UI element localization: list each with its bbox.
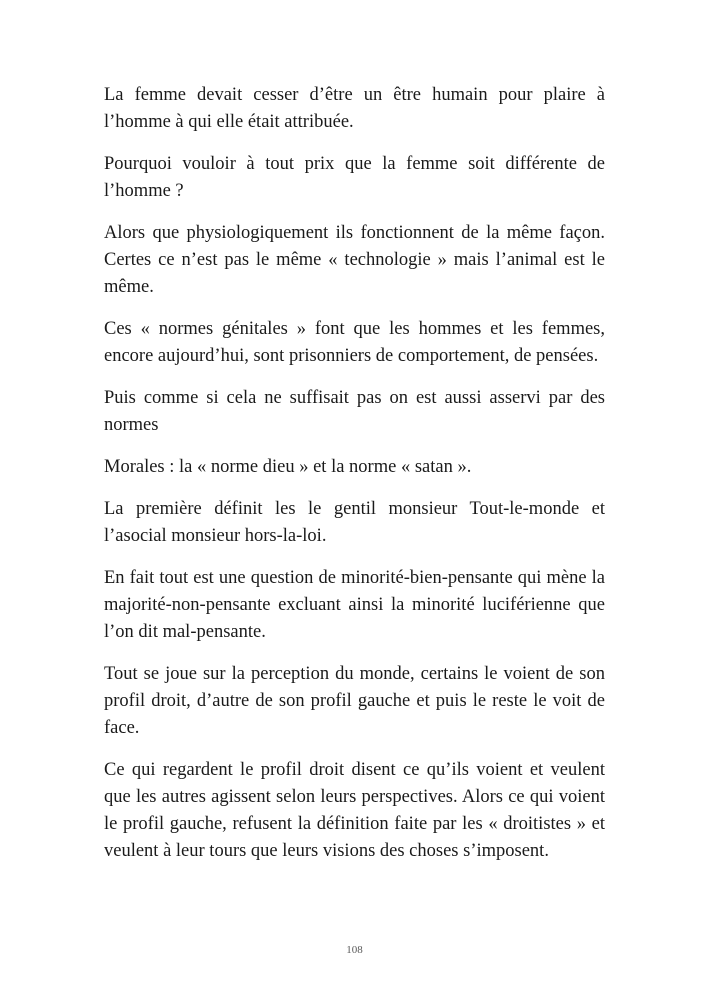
paragraph: La femme devait cesser d’être un être humain pour plaire à l’homme à qui elle était attribuée. bbox=[104, 85, 605, 132]
paragraph: Ces « normes génitales » font que les hommes et les femmes, encore aujourd’hui, sont prisonniers de comportement, de pensées. bbox=[104, 319, 605, 366]
body-text bbox=[104, 82, 605, 865]
paragraph: Morales : la « norme dieu » et la norme « satan ». bbox=[104, 457, 472, 477]
paragraph: Puis comme si cela ne suffisait pas on est aussi asservi par des normes bbox=[104, 388, 605, 435]
paragraph: En fait tout est une question de minorité-bien-pensante qui mène la majorité-non-pensante excluant ainsi la minorité luciférienne que l’on dit mal-pensante. bbox=[104, 568, 605, 642]
paragraph: Ce qui regardent le profil droit disent ce qu’ils voient et veulent que les autres agissent selon leurs perspectives. Alors ce qui voient le profil gauche, refusent la définition faite par les « droitistes » et veulent à leur tours que leurs visions des choses s’imposent. bbox=[104, 760, 605, 861]
paragraph: La première définit les le gentil monsieur Tout-le-monde et l’asocial monsieur hors-la-loi. bbox=[104, 499, 605, 546]
page-number: 108 bbox=[346, 944, 363, 956]
paragraph: Pourquoi vouloir à tout prix que la femme soit différente de l’homme ? bbox=[104, 154, 605, 201]
paragraph: Tout se joue sur la perception du monde, certains le voient de son profil droit, d’autre de son profil gauche et puis le reste le voit de face. bbox=[104, 664, 605, 738]
paragraph: Alors que physiologiquement ils fonctionnent de la même façon. Certes ce n’est pas le même « technologie » mais l’animal est le même. bbox=[104, 223, 605, 297]
